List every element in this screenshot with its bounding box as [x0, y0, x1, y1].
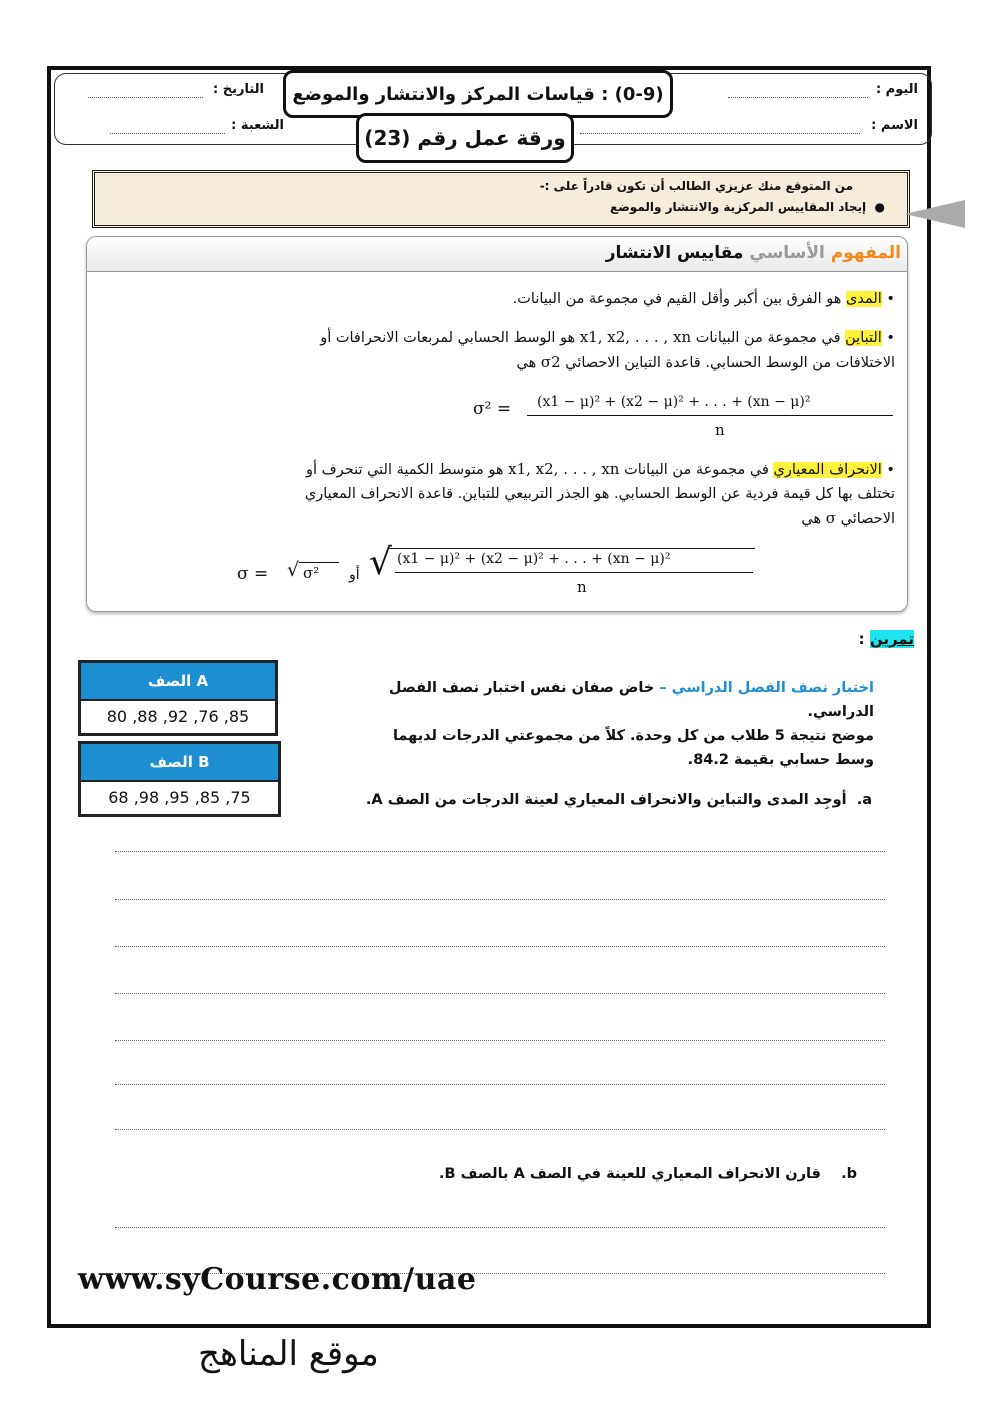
sd-formula-numerator: (x1 − μ)² + (x2 − μ)² + . . . + (xn − μ)²: [397, 551, 671, 567]
day-field[interactable]: [728, 97, 868, 98]
goals-tab-decoration: [905, 200, 965, 228]
class-b-title: الصف B: [81, 744, 278, 782]
sd-vars: x1, x2, . . . , xn: [508, 460, 620, 478]
range-definition: • المدى هو الفرق بين أكبر وأقل القيم في مجموعة من البيانات.: [512, 291, 895, 307]
sd-formula-sqrt: σ²: [303, 564, 320, 582]
big-sqrt-icon: √: [369, 542, 392, 583]
concept-heading-gray: الأساسي: [749, 243, 825, 263]
sd-formula-denominator: n: [577, 578, 587, 596]
question-a: a. أوجِد المدى والتباين والانحراف المعياري لعينة الدرجات من الصف A.: [365, 792, 872, 808]
variance-formula-denominator: n: [715, 421, 725, 439]
exercise-intro: اختبار نصف الفصل الدراسي – خاض صفان نفس اختبار نصف الفصل الدراسي. موضح نتيجة 5 طلاب من كل وحدة. كلاً من مجموعتي الدرجات لديهما وسط حسابي بقيمة 84.2.: [388, 680, 874, 768]
name-field[interactable]: [580, 133, 860, 134]
sqrt-icon: √: [287, 559, 300, 581]
section-label: الشعبة :: [231, 118, 284, 133]
variance-symbol: σ2: [540, 353, 561, 371]
exercise-label: تمرين :: [858, 630, 914, 648]
variance-fraction-line: [527, 415, 893, 416]
bullet-icon: ●: [866, 200, 885, 214]
goals-box: [92, 170, 910, 228]
variance-definition: • التباين في مجموعة من البيانات x1, x2, . . . , xn هو الوسط الحسابي لمربعات الانحرافات أو الاختلافات من الوسط الحسابي. قاعدة التباين الاحصائي σ2 هي: [320, 328, 895, 371]
goals-item: ● إيجاد المقاييس المركزية والانتشار والموضع: [610, 200, 885, 214]
site-signature: موقع المناهج: [198, 1334, 379, 1374]
class-b-values: 68 ,98 ,95 ,85 ,75: [81, 782, 278, 814]
answer-line[interactable]: [115, 899, 885, 900]
sd-formula-lhs: σ =: [237, 564, 269, 584]
sd-term: الانحراف المعياري: [773, 462, 882, 478]
sd-definition: • الانحراف المعياري في مجموعة من البيانات x1, x2, . . . , xn هو متوسط الكمية التي تنحرف أو تختلف بها كل قيمة فردية عن الوسط الحسابي. هو الجذر التربيعي للتباين. قاعدة الانحراف المعياري الاحصائي σ هي: [304, 460, 895, 527]
sqrt-bar: [299, 562, 339, 563]
answer-line[interactable]: [115, 1129, 885, 1130]
class-a-values: 80 ,88 ,92 ,76 ,85: [81, 701, 275, 733]
exercise-intro-blue: اختبار نصف الفصل الدراسي –: [659, 680, 874, 696]
name-label: الاسم :: [871, 118, 918, 133]
answer-line[interactable]: [115, 851, 885, 852]
class-b-box: [78, 741, 281, 817]
class-a-box: [78, 660, 278, 736]
variance-term: التباين: [845, 330, 882, 346]
date-field[interactable]: [88, 97, 203, 98]
range-term: المدى: [846, 291, 882, 307]
section-field[interactable]: [110, 133, 225, 134]
answer-line[interactable]: [115, 1084, 885, 1085]
variance-formula-numerator: (x1 − μ)² + (x2 − μ)² + . . . + (xn − μ)²: [537, 394, 811, 410]
answer-line[interactable]: [115, 1227, 885, 1228]
date-label: التاريخ :: [213, 82, 264, 97]
question-b: b. قارن الانحراف المعياري للعينة في الصف A بالصف B.: [438, 1166, 857, 1182]
concept-box: [86, 236, 908, 612]
answer-line[interactable]: [115, 993, 885, 994]
concept-heading-orange: المفهوم: [830, 243, 901, 263]
sd-fraction-line: [395, 572, 753, 573]
site-url[interactable]: www.syCourse.com/uae: [78, 1262, 477, 1297]
answer-line[interactable]: [115, 1040, 885, 1041]
concept-header: [87, 237, 907, 272]
answer-line[interactable]: [115, 946, 885, 947]
goals-intro: من المتوقع منك عزيزي الطالب أن تكون قادراً على :-: [539, 179, 853, 193]
sd-or: أو: [349, 567, 360, 583]
lesson-title: (0-9) : قياسات المركز والانتشار والموضع: [283, 70, 673, 118]
concept-heading: مقاييس الانتشار: [605, 243, 744, 263]
variance-vars: x1, x2, . . . , xn: [579, 328, 692, 346]
sd-symbol: σ: [825, 509, 837, 527]
worksheet-number: ورقة عمل رقم (23): [356, 113, 574, 163]
day-label: اليوم :: [875, 82, 918, 97]
big-sqrt-bar: [389, 548, 755, 549]
variance-formula-lhs: σ² =: [473, 399, 512, 419]
class-a-title: الصف A: [81, 663, 275, 701]
